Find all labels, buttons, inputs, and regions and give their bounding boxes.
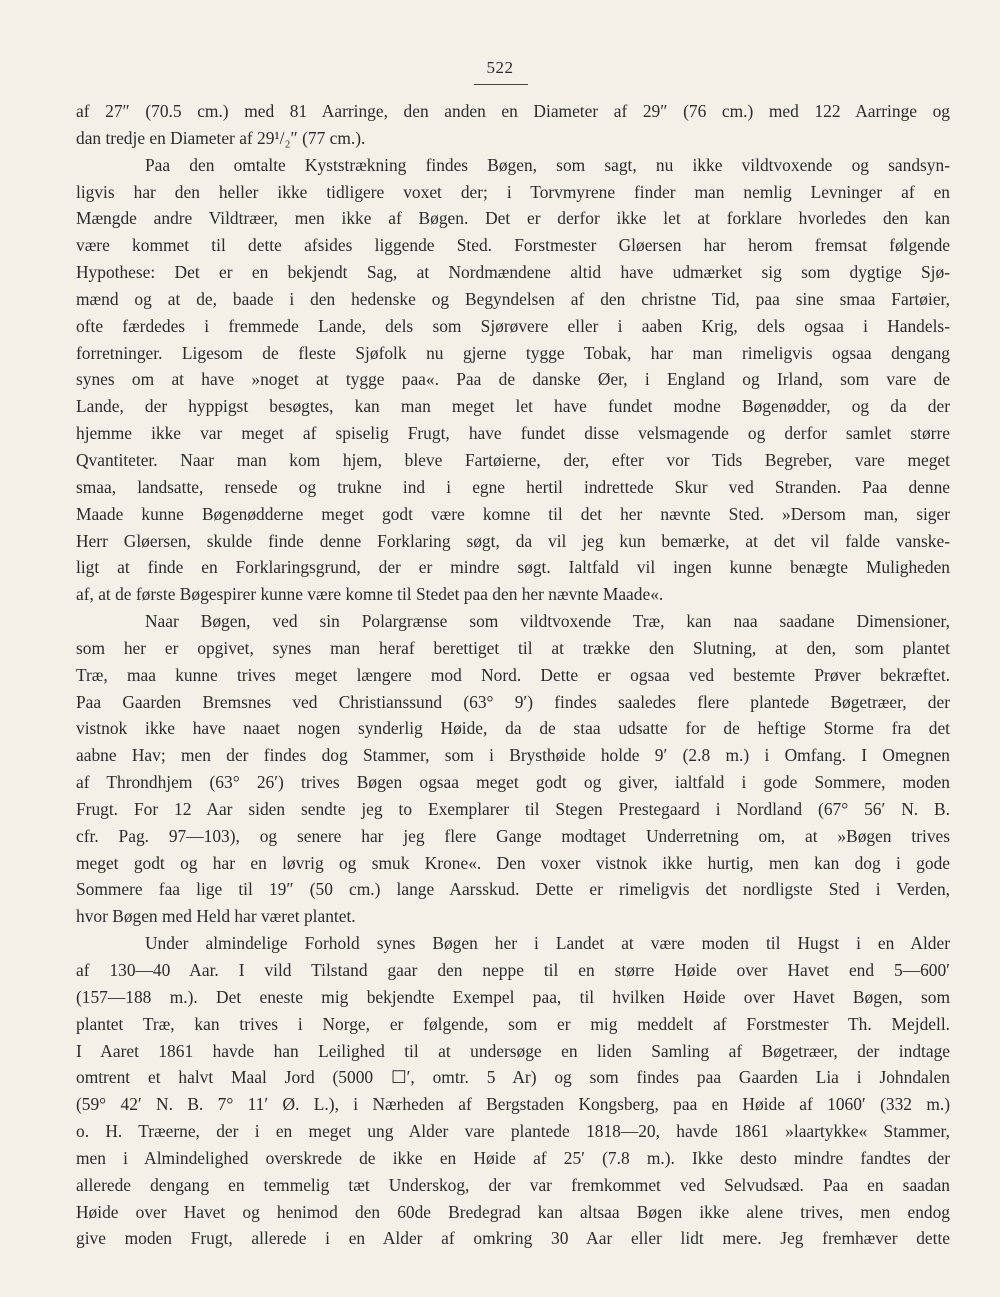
text-line: hjemme ikke var meget af spiselig Frugt, have fundet disse velsmagende og derfor samlet større [76, 423, 950, 444]
text-line: plantet Træ, kan trives i Norge, er følgende, som er mig meddelt af Forstmester Th. Mejdell. [76, 1013, 950, 1034]
text-line: mænd og at de, baade i den hedenske og Begyndelsen af den christne Tid, paa sine smaa Fartøier, [76, 288, 950, 309]
page-number: 522 [486, 58, 514, 77]
text-line: Mængde andre Vildtræer, men ikke af Bøgen. Det er derfor ikke let at forklare hvorledes den kan [76, 208, 950, 229]
text-line: som her er opgivet, synes man heraf berettiget til at trække den Slutning, at den, som plantet [76, 637, 950, 658]
text-line: Sommere faa lige til 19″ (50 cm.) lange Aarsskud. Dette er rimeligvis det nordligste Sted i Verden, [76, 879, 950, 900]
text-line: Maade kunne Bøgenødderne meget godt være komne til det her nævnte Sted. »Dersom man, siger [76, 503, 950, 524]
text-line: (157—188 m.). Det eneste mig bekjendte Exempel paa, til hvilken Høide over Havet Bøgen, som [76, 986, 950, 1007]
text-line: af, at de første Bøgespirer kunne være komne til Stedet paa den her nævnte Maade«. [76, 584, 664, 605]
text-line: Under almindelige Forhold synes Bøgen her i Landet at være moden til Hugst i en Alder [145, 933, 950, 954]
text-line: smaa, landsatte, rensede og trukne ind i egne hertil indrettede Skur ved Stranden. Paa denne [76, 476, 950, 497]
text-line: Høide over Havet og henimod den 60de Bredegrad kan altsaa Bøgen ikke alene trives, men endog [76, 1201, 950, 1222]
body-text [76, 98, 950, 1252]
text-line: Træ, maa kunne trives meget længere mod Nord. Dette er ogsaa ved bestemte Prøver bekræftet. [76, 664, 950, 685]
text-line: Frugt. For 12 Aar siden sendte jeg to Exemplarer til Stegen Prestegaard i Nordland (67° 56′ N. B. [76, 798, 950, 819]
text-line: give moden Frugt, allerede i en Alder af omkring 30 Aar eller lidt mere. Jeg fremhæver dette [76, 1228, 950, 1249]
text-line: Naar Bøgen, ved sin Polargrænse som vildtvoxende Træ, kan naa saadane Dimensioner, [145, 611, 950, 632]
text-line: Paa Gaarden Bremsnes ved Christianssund (63° 9′) findes saaledes flere plantede Bøgetræer, der [76, 691, 950, 712]
page-number-rule [474, 84, 528, 85]
text-line: af Throndhjem (63° 26′) trives Bøgen ogsaa meget godt og giver, ialtfald i gode Sommere, moden [76, 772, 950, 793]
text-line: Lande, der hyppigst besøgtes, kan man meget let have fundet modne Bøgenødder, og da der [76, 396, 950, 417]
text-line: ligt at finde en Forklaringsgrund, der er mindre søgt. Ialtfald vil ingen kunne benægte Muligheden [76, 557, 950, 578]
text-line: I Aaret 1861 havde han Leilighed til at undersøge en liden Samling af Bøgetræer, der indtage [76, 1040, 950, 1061]
text-line: synes om at have »noget at tygge paa«. Paa de danske Øer, i England og Irland, som vare de [76, 369, 950, 390]
text-line: af 130—40 Aar. I vild Tilstand gaar den neppe til en større Høide over Havet end 5—600′ [76, 960, 950, 980]
text-line: dan tredje en Diameter af 29¹/₂″ (77 cm.). [76, 127, 366, 148]
text-line: ligvis har den heller ikke tidligere voxet der; i Torvmyrene finder man nemlig Levninger af en [76, 181, 950, 202]
text-line: vistnok ikke have naaet nogen synderlig Høide, da de staa udsatte for de heftige Storme fra det [76, 718, 950, 739]
text-line: ofte færdedes i fremmede Lande, dels som Sjørøvere eller i aaben Krig, dels ogsaa i Handels- [76, 315, 950, 336]
text-line: forretninger. Ligesom de fleste Sjøfolk nu gjerne tygge Tobak, har man rimeligvis ogsaa dengang [76, 342, 950, 363]
text-line: være kommet til dette afsides liggende Sted. Forstmester Gløersen har herom fremsat følgende [76, 235, 950, 256]
text-line: (59° 42′ N. B. 7° 11′ Ø. L.), i Nærheden af Bergstaden Kongsberg, paa en Høide af 1060′ (332 m.) [76, 1094, 950, 1115]
text-line: Hypothese: Det er en bekjendt Sag, at Nordmændene altid have udmærket sig som dygtige Sjø- [76, 262, 950, 283]
text-line: allerede dengang en temmelig tæt Underskog, der var fremkommet ved Selvudsæd. Paa en saadan [76, 1174, 950, 1195]
text-line: Herr Gløersen, skulde finde denne Forklaring søgt, da vil jeg kun bemærke, at det vil falde vanske- [76, 530, 950, 551]
text-line: o. H. Træerne, der i en meget ung Alder vare plantede 1818—20, havde 1861 »laartykke« Stammer, [76, 1121, 950, 1142]
text-line: omtrent et halvt Maal Jord (5000 ☐′, omtr. 5 Ar) og som findes paa Gaarden Lia i Johndalen [76, 1067, 950, 1088]
text-line: Qvantiteter. Naar man kom hjem, bleve Fartøierne, der, efter vor Tids Begreber, vare meget [76, 449, 950, 470]
text-line: Paa den omtalte Kyststrækning findes Bøgen, som sagt, nu ikke vildtvoxende og sandsyn- [145, 154, 950, 175]
text-line: hvor Bøgen med Held har været plantet. [76, 906, 356, 927]
text-line: cfr. Pag. 97—103), og senere har jeg flere Gange modtaget Underretning om, at »Bøgen trives [76, 825, 950, 846]
text-line: men i Almindelighed overskrede de ikke en Høide af 25′ (7.8 m.). Ikke desto mindre fandtes der [76, 1147, 950, 1168]
text-line: af 27″ (70.5 cm.) med 81 Aarringe, den anden en Diameter af 29″ (76 cm.) med 122 Aarringe og [76, 101, 950, 121]
text-line: aabne Hav; men der findes dog Stammer, som i Brysthøide holde 9′ (2.8 m.) i Omfang. I Omegnen [76, 745, 950, 766]
text-line: meget godt og har en løvrig og smuk Krone«. Den voxer vistnok ikke hurtig, men kan dog i gode [76, 852, 950, 873]
